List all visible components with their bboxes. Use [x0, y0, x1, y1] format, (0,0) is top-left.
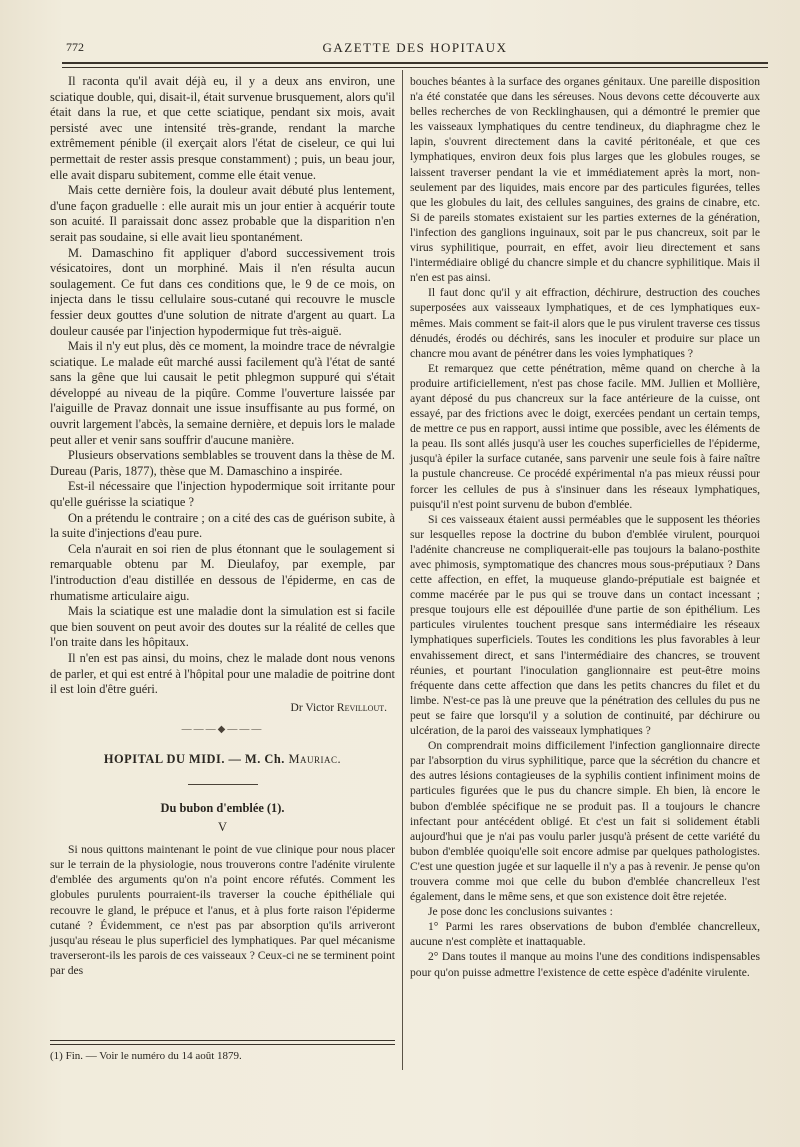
- paragraph: Mais la sciatique est une maladie dont la simulation est si facile que bien souvent on peut avoir des doutes sur la réalité de celles que l'on traite dans les hôpitaux.: [50, 604, 395, 650]
- section-title-text: HOPITAL DU MIDI. — M. Ch.: [103, 751, 285, 766]
- paragraph: Si ces vaisseaux étaient aussi perméables que le supposent les théories sur lesquelles repose la doctrine du bubon d'emblée virulent, pourquoi l'adénite chancreuse ne compliquerait-elle pas toujours la balano-posthite avec phimosis, symptomatique des chancres mous sous-préputiaux ? Dans cette affection, en effet, la muqueuse glando-préputiale est baignée et comme macérée par le pus qui se trouve dans un contact incessant ; presque toujours elle est dépouillée d'une partie de son épithélium. Les particules virulentes touchent presque sans intermédiaire les réseaux lymphatiques superficiels. Toutes les conditions les plus favorables à leur envahissement direct, et sans l'intermédiaire des chancres, se trouvent réunies, et pourtant l'inoculation ganglionnaire est peut-être moins fréquente dans cette affection que dans les petits chancres du filet et du limbe. N'est-ce pas là une preuve que la pénétration des cellules du pus ne peut se faire que lorsqu'il y a solution de continuité, par déchirure ou ulcération, de la paroi des vaisseaux lymphatiques ?: [410, 512, 760, 738]
- signature-name: Revillout.: [336, 701, 387, 714]
- left-column: [50, 74, 395, 979]
- paragraph: Si nous quittons maintenant le point de vue clinique pour nous placer sur le terrain de la physiologie, nous trouverons contre l'adénite virulente d'emblée des arguments qu'on n'a point encore réfutés. Comment les globules purulents pourraient-ils traverser la couche épithéliale qui recouvre le gland, le prépuce et l'anus, et à plus forte raison l'épiderme cutané ? Évidemment, ce n'est pas par absorption qu'ils arriveront jusqu'au réseau le plus superficiel des lymphatiques. Par quel mécanisme traverseront-ils les parois de ces vaisseaux ? Ceux-ci ne se terminent point par des: [50, 842, 395, 978]
- paragraph: Il n'en est pas ainsi, du moins, chez le malade dont nous venons de parler, et qui est entré à l'hôpital pour une maladie de poitrine dont il est loin d'être guéri.: [50, 650, 395, 697]
- right-column: [410, 74, 760, 980]
- paragraph: Mais cette dernière fois, la douleur avait débuté plus lentement, d'une façon graduelle : elle aurait mis un jour entier à acquérir toute son acuité. Il paraissait donc assez probable que la disparition n'en serait pas soudaine, si elle avait lieu spontanément.: [50, 183, 395, 244]
- section-title: [50, 752, 395, 768]
- paragraph: Et remarquez que cette pénétration, même quand on cherche à la produire artificiellement, n'est pas chose facile. MM. Jullien et Mollière, ayant déposé du pus chancreux sur la face antérieure de la cuisse, ont essayé, par des frictions avec le doigt, exercées pendant un certain temps, de mettre ce pus en rapport, aussi intime que possible, avec les éléments de la peau. Ils sont allés jusqu'à user les couches superficielles de l'épiderme, jusqu'à épiler la surface cutanée, sans parvenir une seule fois à faire naître la pustule chancreuse. Ce procédé expérimental n'a pas mieux réussi pour forcer les cellules de pus à s'insinuer dans les réseaux lymphatiques, puisqu'il n'est point survenu de bubon d'emblée.: [410, 361, 760, 511]
- paragraph: On comprendrait moins difficilement l'infection ganglionnaire directe par l'absorption du virus syphilitique, parce que la sécrétion du chancre et des autres lésions contagieuses de la syphilis contient infiniment moins de particules figurées que le pus du chancre simple. Eh bien, là encore le bubon d'emblée spécifique ne se produit pas. Il a toujours le chancre infectant pour antécédent obligé. Et c'est un fait si solidement établi aujourd'hui que je n'ai pas voulu parler jusqu'à présent de cette variété du bubon d'emblée quoiqu'elle soit encore admise par quelques pathologistes. C'est une question jugée et sur laquelle il n'y a pas à revenir. Je pense qu'on trouvera comme moi que celle du bubon d'emblée chancrelleux l'est également, dans le même sens, et que son existence doit être rejetée.: [410, 739, 760, 904]
- header-rule: [62, 62, 768, 68]
- article-title: Du bubon d'emblée (1).: [160, 800, 285, 815]
- signature-prefix: Dr Victor: [290, 701, 335, 714]
- short-rule: [188, 784, 258, 785]
- paragraph: bouches béantes à la surface des organes génitaux. Une pareille disposition n'a été constatée que dans les séreuses. Nous devons cette découverte aux belles recherches de von Recklinghausen, qui a démontré le premier que les vaisseaux lymphatiques du centre tendineux, du diaphragme chez le lapin, s'ouvrent directement dans la cavité péritonéale, et que ces lymphatiques, environ deux fois plus larges que les globules rouges, se laissent traverser pendant la vie et immédiatement après la mort, non-seulement par des liquides, mais encore par des particules figurées, telles que les globules du lait, des cellules sanguines, des grains de cinabre, etc. Si de pareils stomates existaient sur les parties externes de la génération, l'infection des ganglions inguinaux, soit par le pus chancreux, soit par le virus syphilitique, pourrait, en effet, avoir lieu directement et sans l'intermédiaire obligé du chancre simple et du chancre syphilitique. Mais il n'en est pas ainsi.: [410, 75, 760, 285]
- paragraph: Est-il nécessaire que l'injection hypodermique soit irritante pour qu'elle guérisse la sciatique ?: [50, 479, 395, 510]
- paragraph: 2° Dans toutes il manque au moins l'une des conditions indispensables pour qu'on puisse admettre l'existence de cette espèce d'adénite virulente.: [410, 950, 760, 979]
- section-author: Mauriac.: [288, 751, 342, 766]
- paragraph: On a prétendu le contraire ; on a cité des cas de guérison subite, à la suite d'injections d'eau pure.: [50, 510, 395, 541]
- column-divider: [402, 70, 403, 1070]
- footnote-rule: [50, 1040, 395, 1045]
- paragraph: 1° Parmi les rares observations de bubon d'emblée chancrelleux, aucune n'est complète et inattaquable.: [410, 920, 760, 949]
- author-signature: [50, 701, 387, 717]
- section-ornament: ———◆———: [181, 724, 264, 736]
- page-header: [62, 38, 768, 60]
- footnote: (1) Fin. — Voir le numéro du 14 août 1879.: [50, 1050, 242, 1062]
- journal-title: GAZETTE DES HOPITAUX: [322, 40, 508, 55]
- paragraph: Je pose donc les conclusions suivantes :: [428, 905, 613, 919]
- paragraph: Mais il n'y eut plus, dès ce moment, la moindre trace de névralgie sciatique. Le malade eût marché aussi facilement qu'à l'état de santé sans la gêne que lui causait le petit phlegmon suppuré qui s'était développé au niveau de la piqûre. Comme l'ouverture laissée par l'aiguille de Pravaz donnait une issue insuffisante au pus formé, on ouvrit largement l'abcès, la semaine dernière, et depuis lors le malade peut aller et venir sans souffrir d'aucune manière.: [50, 339, 395, 447]
- paragraph: Il raconta qu'il avait déjà eu, il y a deux ans environ, une sciatique double, qui, disait-il, était survenue brusquement, alors qu'il était dans la rue, et que cette sciatique, pendant six mois, avait persisté avec une intensité très-grande, rendant la marche extrêmement pénible (il exerçait alors l'état de ciseleur, ce qui lui permettait de rester assis presque constamment) ; puis, un beau jour, elle avait disparu subitement, comme elle était venue.: [50, 74, 395, 182]
- paragraph: Il faut donc qu'il y ait effraction, déchirure, destruction des couches superposées aux vaisseaux lymphatiques, et de ces lymphatiques eux-mêmes. Mais comment se fait-il alors que le pus virulent traverse ces tissus dénudés, érodés ou déchirés, sans les inoculer et produire sur place un chancre mou avant de pénétrer dans les voies lymphatiques ?: [410, 286, 760, 360]
- page-number: 772: [66, 40, 84, 54]
- chapter-number: V: [218, 820, 227, 835]
- paragraph: Plusieurs observations semblables se trouvent dans la thèse de M. Dureau (Paris, 1877), thèse que M. Damaschino a inspirée.: [50, 448, 395, 478]
- paragraph: Cela n'aurait en soi rien de plus étonnant que le soulagement si remarquable obtenu par M. Dieulafoy, par exemple, par l'introduction d'eau distillée en dessous de l'épiderme, en cas de rhumatisme articulaire aigu.: [50, 541, 395, 603]
- paragraph: M. Damaschino fit appliquer d'abord successivement trois vésicatoires, dont un morphiné. Mais il n'en résulta aucun soulagement. Ce fut dans ces conditions que, le 9 de ce mois, on injecta dans le tissu cellulaire sous-cutané qui recouvre le muscle fessier deux gouttes d'une solution de nitrate d'argent au quart. La douleur causée par l'injection hypodermique fut très-aiguë.: [50, 245, 395, 338]
